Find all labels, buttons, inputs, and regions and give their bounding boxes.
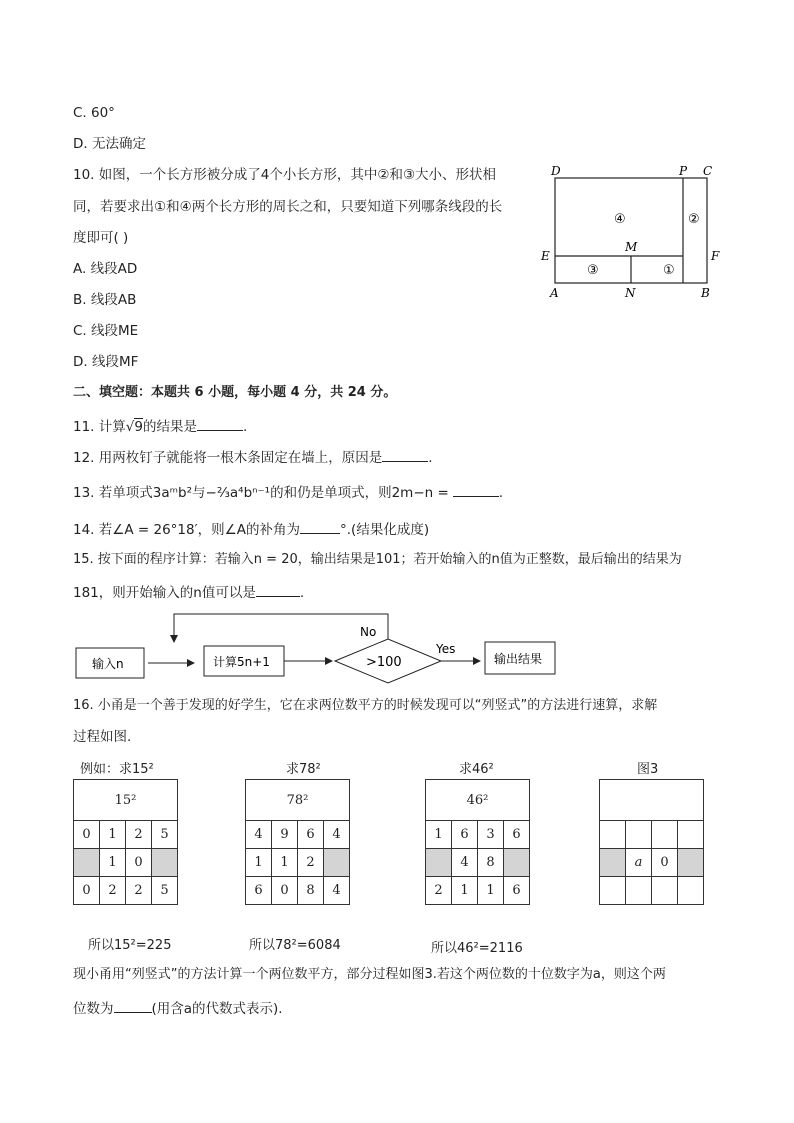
condition-label: >100 — [366, 655, 402, 670]
option-d: D. 无法确定 — [73, 136, 146, 152]
grid-cell: 5 — [152, 821, 178, 849]
q15-end: . — [299, 585, 305, 601]
q12-blank[interactable] — [382, 447, 428, 462]
q14 — [73, 519, 429, 539]
region-3: ③ — [587, 263, 599, 278]
grid-cell — [600, 821, 626, 849]
q13-text: 13. 若单项式3aᵐb²与−⅔a⁴bⁿ⁻¹的和仍是单项式，则2m−n = — [73, 485, 449, 501]
grid-cell: 6 — [504, 821, 530, 849]
grid-1-header: 15² — [74, 780, 178, 821]
grid-cell: 2 — [100, 877, 126, 905]
q16-line-3: 现小甬用“列竖式”的方法计算一个两位数平方，部分过程如图3.若这个两位数的十位数字为a，则这个两 — [73, 967, 666, 982]
grid-2 — [245, 779, 350, 905]
grid-cell: 4 — [324, 821, 350, 849]
grid-cell: 4 — [324, 877, 350, 905]
grid-cell-shaded — [600, 849, 626, 877]
q14-end: °.(结果化成度) — [340, 522, 430, 538]
grid-3-header: 46² — [426, 780, 530, 821]
grid-4 — [599, 779, 704, 905]
q15-blank[interactable] — [256, 582, 300, 597]
section-heading: 二、填空题：本题共 6 小题，每小题 4 分，共 24 分。 — [73, 385, 397, 400]
q10-line-2: 同，若要求出①和④两个长方形的周长之和，只要知道下列哪条线段的长 — [73, 199, 503, 215]
q14-text: 14. 若∠A = 26°18′，则∠A的补角为 — [73, 522, 301, 538]
grid-cell: 4 — [246, 821, 272, 849]
grid-cell: 1 — [478, 877, 504, 905]
q16-line-4 — [73, 998, 283, 1018]
q16-end: (用含a的代数式表示). — [151, 1001, 283, 1017]
q13 — [73, 482, 503, 502]
grid-3-caption: 所以46²=2116 — [431, 941, 523, 956]
grid-cell — [652, 821, 678, 849]
q16-blank[interactable] — [114, 998, 152, 1013]
q10-option-b: B. 线段AB — [73, 292, 137, 308]
q16-line-2: 过程如图. — [73, 729, 132, 745]
grid-cell: 1 — [100, 849, 126, 877]
q14-blank[interactable] — [300, 519, 340, 534]
label-b: B — [701, 286, 710, 300]
q15-line-1: 15. 按下面的程序计算：若输入n = 20，输出结果是101；若开始输入的n值为正整数，最后输出的结果为 — [73, 552, 682, 567]
grid-2-title: 求78² — [286, 762, 321, 777]
grid-cell: 6 — [452, 821, 478, 849]
q12-end: . — [428, 450, 433, 466]
q11-blank[interactable] — [197, 416, 243, 431]
grid-cell — [600, 877, 626, 905]
q12 — [73, 447, 433, 467]
grid-cell: 0 — [126, 849, 152, 877]
compute-label: 计算5n+1 — [213, 655, 270, 669]
sqrt-sign: √ — [125, 419, 135, 435]
grid-cell: 2 — [298, 849, 324, 877]
grid-4-header — [600, 780, 704, 821]
grid-1-title: 例如：求15² — [80, 762, 154, 777]
q11-end: . — [242, 419, 248, 435]
q10-option-d: D. 线段MF — [73, 354, 139, 370]
grid-1-caption: 所以15²=225 — [88, 938, 172, 953]
label-e: E — [541, 249, 550, 263]
grid-3 — [425, 779, 530, 905]
q10-line-3: 度即可( ) — [73, 230, 129, 246]
grid-cell — [652, 877, 678, 905]
q11-text: 11. 计算 — [73, 419, 126, 435]
grid-cell-shaded — [74, 849, 100, 877]
q16-line-1: 16. 小甬是一个善于发现的好学生，它在求两位数平方的时候发现可以“列竖式”的方法进行速算，求解 — [73, 698, 658, 713]
grid-cell: 2 — [126, 821, 152, 849]
grid-cell: 8 — [298, 877, 324, 905]
q11-text-2: 的结果是 — [142, 419, 197, 435]
grid-3-title: 求46² — [459, 762, 494, 777]
grid-cell: 2 — [426, 877, 452, 905]
label-n: N — [625, 286, 636, 300]
label-a: A — [550, 286, 559, 300]
grid-cell: 0 — [652, 849, 678, 877]
q10-option-a: A. 线段AD — [73, 261, 138, 277]
q15-text: 181，则开始输入的n值可以是 — [73, 585, 256, 601]
grid-cell: 8 — [478, 849, 504, 877]
grid-cell: 0 — [74, 821, 100, 849]
grid-cell: 6 — [504, 877, 530, 905]
region-2: ② — [688, 212, 700, 227]
grid-cell-shaded — [678, 849, 704, 877]
q13-blank[interactable] — [453, 482, 499, 497]
grid-1 — [73, 779, 178, 905]
grid-cell: 1 — [452, 877, 478, 905]
grid-cell-shaded — [504, 849, 530, 877]
grid-cell: 1 — [272, 849, 298, 877]
label-d: D — [551, 164, 561, 178]
grid-cell: 1 — [426, 821, 452, 849]
q11-radicand: 9 — [134, 419, 143, 435]
grid-cell — [626, 877, 652, 905]
grid-cell: 9 — [272, 821, 298, 849]
grid-cell-shaded — [324, 849, 350, 877]
label-f: F — [711, 249, 720, 263]
region-4: ④ — [614, 212, 626, 227]
no-label: No — [360, 625, 377, 639]
q10-line-1: 10. 如图，一个长方形被分成了4个小长方形，其中②和③大小、形状相 — [73, 167, 497, 183]
label-p: P — [679, 164, 688, 178]
input-label: 输入n — [92, 657, 124, 671]
grid-cell — [678, 877, 704, 905]
grid-cell: a — [626, 849, 652, 877]
grid-4-title: 图3 — [637, 762, 659, 777]
region-1: ① — [663, 263, 675, 278]
yes-label: Yes — [436, 642, 456, 656]
grid-cell: 6 — [298, 821, 324, 849]
q13-end: . — [498, 485, 504, 501]
grid-cell-shaded — [426, 849, 452, 877]
grid-cell — [678, 821, 704, 849]
loop-arrow — [174, 614, 388, 642]
grid-2-header: 78² — [246, 780, 350, 821]
grid-cell: 1 — [100, 821, 126, 849]
grid-2-caption: 所以78²=6084 — [249, 938, 341, 953]
grid-cell: 6 — [246, 877, 272, 905]
option-c: C. 60° — [73, 105, 115, 121]
grid-cell: 3 — [478, 821, 504, 849]
output-label: 输出结果 — [494, 652, 543, 666]
grid-cell: 0 — [74, 877, 100, 905]
grid-cell — [626, 821, 652, 849]
flowchart — [70, 608, 570, 688]
grid-cell-shaded — [152, 849, 178, 877]
q11 — [73, 416, 247, 436]
grid-cell: 0 — [272, 877, 298, 905]
q12-text: 12. 用两枚钉子就能将一根木条固定在墙上，原因是 — [73, 450, 383, 466]
q15-line-2 — [73, 582, 304, 602]
q10-option-c: C. 线段ME — [73, 323, 139, 339]
grid-cell: 4 — [452, 849, 478, 877]
grid-cell: 1 — [246, 849, 272, 877]
rectangle-figure — [535, 160, 725, 305]
q16-text: 位数为 — [73, 1001, 114, 1017]
label-c: C — [703, 164, 713, 178]
grid-cell: 2 — [126, 877, 152, 905]
label-m: M — [625, 240, 638, 254]
grid-cell: 5 — [152, 877, 178, 905]
